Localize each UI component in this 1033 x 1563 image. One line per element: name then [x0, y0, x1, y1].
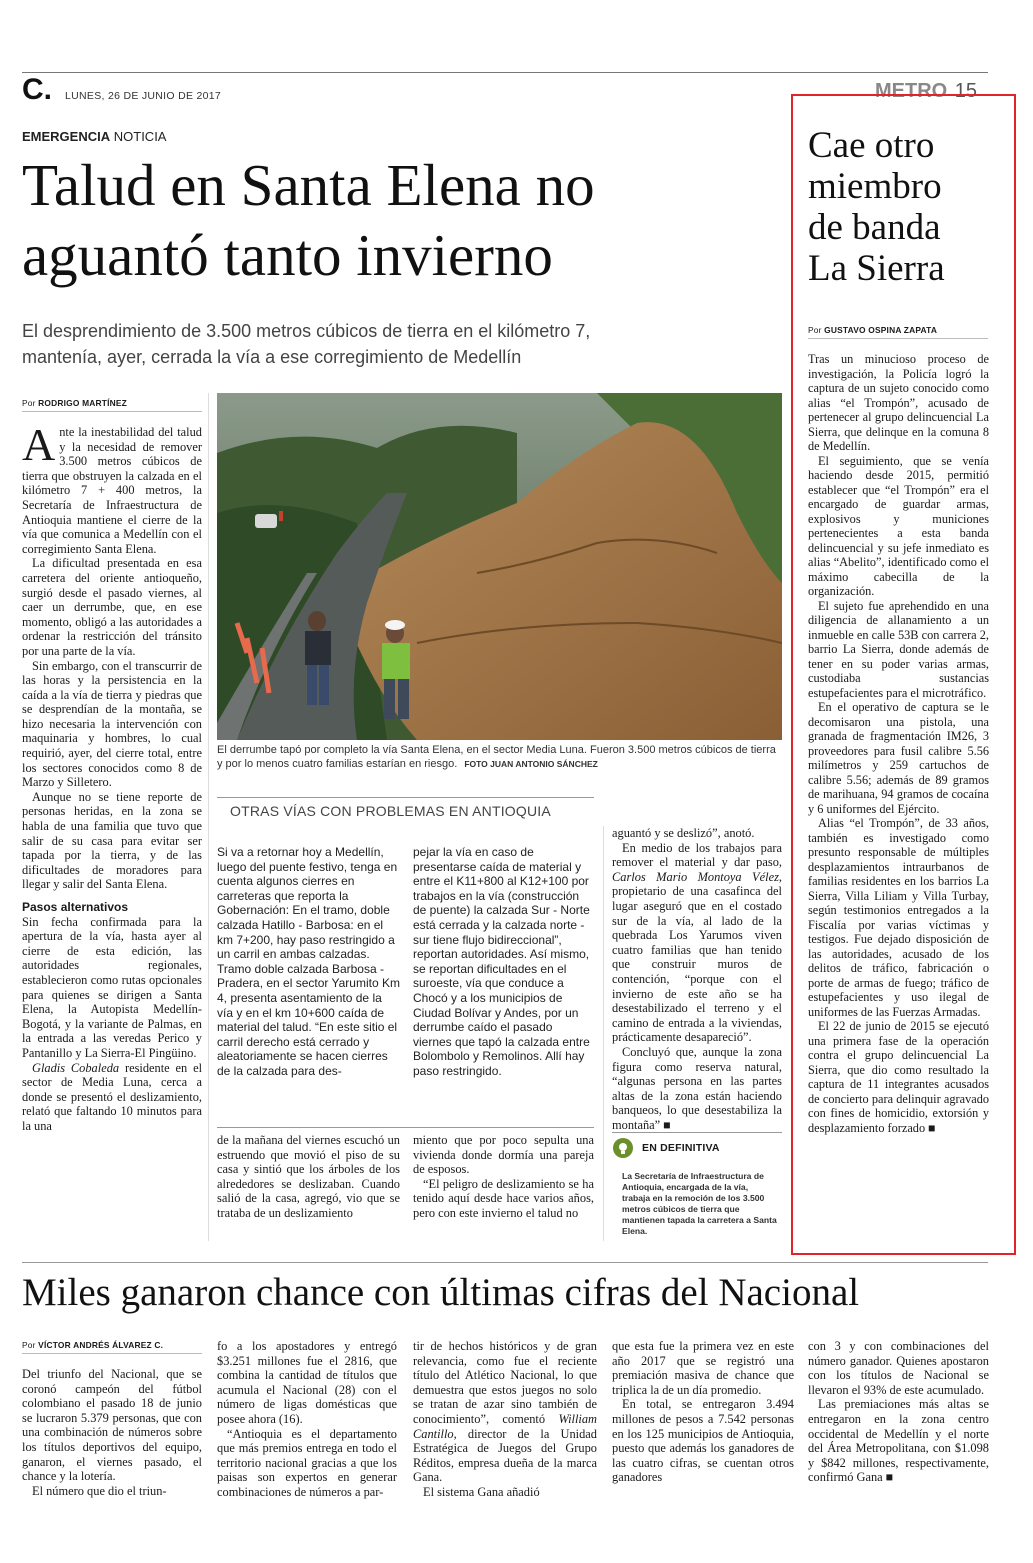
sidebar-p1: Tras un minucioso proceso de investigación, la Policía logró la captura de un sujeto conocido como alias “el Trompón”, acusado de pertenecer al grupo delincuencial La Sierra, que delinque en la comuna 8 de Medellín.	[808, 352, 989, 453]
kicker	[22, 129, 166, 144]
bottom-col4-p2: En total, se entregaron 3.494 millones de pesos a 7.542 personas en los 125 municipios de Antioquia, puesto que además los ganadores de las cuatro cifras, se cuentan otros ganadores	[612, 1397, 794, 1485]
main-headline	[22, 150, 782, 290]
main-deck-line2: mantenía, ayer, cerrada la vía a ese corregimiento de Medellín	[22, 347, 522, 367]
section-name: METRO	[875, 80, 948, 102]
main-deck-line1: El desprendimiento de 3.500 metros cúbicos de tierra en el kilómetro 7,	[22, 321, 591, 341]
main-col2-p1: de la mañana del viernes escuchó un estruendo que movió el piso de su casa y sintió que los árboles de los alrededores se deslizaban. Cuando salió de la casa, agregó, vio que se trataba de un deslizamiento	[217, 1133, 400, 1220]
sidebar-byline-name: GUSTAVO OSPINA ZAPATA	[824, 325, 938, 335]
bottom-column-4	[612, 1339, 794, 1485]
sidebar-p6: El 22 de junio de 2015 se ejecutó una primera fase de la operación contra el grupo delincuencial La Sierra, que dio como resultado la captura de 11 integrantes acusados de concierto para delinquir agravado con fines de homicidio, extorsión y desplazamiento forzado ■	[808, 1019, 989, 1135]
bottom-col4-p1: que esta fue la primera vez en este año 2017 que se registró una premiación masiva de chance que triplica la de un día promedio.	[612, 1339, 794, 1397]
sidebar-byline-por: Por	[808, 325, 822, 335]
sidebar-p4: En el operativo de captura se le decomisaron una pistola, una granada de fragmentación IM26, 3 proveedores para fusil calibre 5.56 milímetros y 259 cartuchos de calibre 5.56; además de 89 gramos de marihuana, 94 gramos de cocaína y 6 uniformes del Ejército.	[808, 700, 989, 816]
main-col3-p1: miento que por poco sepulta una vivienda donde dormía una pareja de esposos.	[413, 1133, 594, 1177]
main-column-4	[612, 826, 782, 1132]
photo-caption: El derrumbe tapó por completo la vía Santa Elena, en el sector Media Luna. Fueron 3.500 metros cúbicos de tierra y por lo menos cuatro familias estarían en riesgo. FOTO JUAN ANTONIO SÁNCHEZ	[217, 744, 776, 770]
issue-date: LUNES, 26 DE JUNIO DE 2017	[65, 90, 222, 102]
main-col3-p2: “El peligro de deslizamiento se ha tenido aquí desde hace varios años, pero con este invierno el talud no	[413, 1176, 594, 1220]
kicker-light: NOTICIA	[113, 129, 167, 144]
bottom-headline: Miles ganaron chance con últimas cifras del Nacional	[22, 1271, 860, 1314]
box-column-2: pejar la vía en caso de presentarse caída de material y entre el K11+800 al K12+100 por trabajos en la vía (construcción de puente) la calzada Sur - Norte está cerrada y la calzada norte - sur tiene flujo bidireccional”, reportan autoridades. Así mismo, se reportan dificultades en el suroeste, vía que conduce a Chocó y a los municipios de Ciudad Bolívar y Andes, por un derrumbe caído el pasado viernes que tapó la calzada entre Bolombolo y Remolinos. Allí hay paso restringido.	[413, 845, 590, 1078]
sidebar-headline	[808, 125, 1003, 289]
main-col1-p1: Ante la inestabilidad del talud y la necesidad de remover 3.500 metros cúbicos de tierra que obstruyen la calzada en el kilómetro 7 + 400 metros, la Secretaría de Infraestructura de Antioquia mantiene el cierre de la vía que comunica a Medellín con el corregimiento Santa Elena.	[22, 425, 202, 556]
bottom-column-2	[217, 1339, 397, 1500]
sidebar-byline	[808, 325, 988, 339]
main-byline	[22, 398, 202, 412]
main-col4-p2: En medio de los trabajos para remover el material y dar paso, Carlos Mario Montoya Vélez, propietario de una casafinca del lugar aseguró que en el costado sur de la vía, al lado de la quebrada Los Yarumos viven cuatro familias que han tenido que construir muros de contención, “porque con el invierno de este año se ha desestabilizado el terreno y el camino de entrada a la viviendas, prácticamente desapareció”.	[612, 840, 782, 1045]
lightbulb-icon	[612, 1137, 634, 1159]
bottom-column-5	[808, 1339, 989, 1485]
sidebar-headline-line3: de banda	[808, 207, 941, 248]
bottom-col5-p2: Las premiaciones más altas se entregaron en la zona centro occidental de Medellín y el norte del Área Metropolitana, con $1.098 y $842 millones, respectivamente, confirmó Gana ■	[808, 1397, 989, 1485]
main-col1-p5: Sin fecha confirmada para la apertura de la vía, hasta ayer al cierre de esta edición, las autoridades regionales, establecieron como rutas opcionales para quienes se dirigen a Santa Elena, la Autopista Medellín-Bogotá, y la variante de Palmas, en la entrada a las veredas Perico y Pantanillo y La Sierra-El Pingüino.	[22, 914, 202, 1060]
bottom-col2-p1: fo a los apostadores y entregó $3.251 millones fue el 2816, que combina la cantidad de títulos que acumula el Nacional (28) con el número de ligas domésticas que posee ahora (16).	[217, 1339, 397, 1426]
bottom-byline-name: VÍCTOR ANDRÉS ÁLVAREZ C.	[38, 1340, 164, 1350]
byline-por: Por	[22, 398, 36, 408]
subhead-pasos: Pasos alternativos	[22, 900, 129, 914]
en-definitiva-box	[612, 1132, 782, 1237]
bottom-col3-p2: El sistema Gana añadió	[423, 1484, 540, 1499]
main-column-2-bottom	[217, 1133, 400, 1221]
box-title: OTRAS VÍAS CON PROBLEMAS EN ANTIOQUIA	[230, 803, 551, 819]
sidebar-headline-line4: La Sierra	[808, 248, 945, 289]
bottom-col3-p1: tir de hechos históricos y de gran relevancia, como fue el reciente título del Atlético Nacional, lo que demuestra que estos juegos no solo se tratan de azar sino también de conocimiento”, comentó William Cantillo, director de la Unidad Estratégica de Juegos del Grupo Réditos, empresa dueña de la marca Gana.	[413, 1339, 597, 1485]
en-definitiva-title: EN DEFINITIVA	[642, 1142, 720, 1154]
bottom-byline-por: Por	[22, 1340, 36, 1350]
main-col4-p1: aguantó y se deslizó”, anotó.	[612, 826, 755, 840]
bottom-column-3	[413, 1339, 597, 1500]
sidebar-p2: El seguimiento, que se venía haciendo desde 2015, permitió establecer que “el Trompón” era el encargado de guardar armas, explosivos y municiones pertenecientes a esta banda delincuencial y su jefe inmediato es alias “Abelito”, identificado como el máximo cabecilla de la organización.	[808, 453, 989, 598]
main-column-3-bottom	[413, 1133, 594, 1221]
main-col1-p3: Sin embargo, con el transcurrir de las horas y la persistencia en la caída a la vía de tierra y piedras que se desprendían de la montaña, se hizo necesaria la intervención con maquinaria y hombres, lo cual requirió, ayer, del cierre total, entre los sectores conocidos como 8 de Marzo y Silletero.	[22, 658, 202, 790]
main-headline-line1: Talud en Santa Elena no	[22, 152, 595, 218]
box-column-1: Si va a retornar hoy a Medellín, luego del puente festivo, tenga en cuenta algunos cierres en carreteras que reporta la Gobernación: En el tramo, doble calzada Hatillo - Barbosa: en el km 7+200, hay paso restringido a un carril en ambas calzadas. Tramo doble calzada Barbosa - Pradera, en el sector Yarumito Km 4, presenta asentamiento de la vía y en el km 10+600 caída de material del talud. “En este sitio el carril derecho está cerrado y aleatoriamente se hacen cierres de la calzada para des-	[217, 845, 400, 1078]
main-col1-p6: Gladis Cobaleda residente en el sector de Media Luna, cerca a donde se presentó el deslizamiento, relató que faltando 10 minutos para la una	[22, 1060, 202, 1133]
main-col1-p2: La dificultad presentada en esa carretera del oriente antioqueño, surgió desde el pasado viernes, al caer un derrumbe, que, en ese momento, obligó a las autoridades a ordenar la restricción del tránsito por una parte de la vía.	[22, 556, 202, 658]
landslide-photo-illustration	[217, 393, 782, 740]
bottom-col5-p1: con 3 y con combinaciones del número ganador. Quienes apostaron con los títulos de Nacional se llevaron el 93% de este acumulado.	[808, 1339, 989, 1397]
main-col4-p3: Concluyó que, aunque la zona figura como reserva natural, “algunas persona en las partes altas de la zona están haciendo banqueos, lo que desestabiliza la montaña” ■	[612, 1044, 782, 1132]
main-deck	[22, 318, 782, 370]
main-headline-line2: aguantó tanto invierno	[22, 222, 553, 288]
sidebar-column	[808, 352, 989, 1135]
bottom-column-1	[22, 1367, 202, 1498]
logo: C.	[22, 73, 52, 106]
landslide-photo	[217, 393, 782, 740]
sidebar-headline-line2: miembro	[808, 166, 942, 207]
en-definitiva-text: La Secretaría de Infraestructura de Antioquia, encargada de la vía, trabaja en la remoción de los 3.500 metros cúbicos de tierra que mantienen tapada la carretera a Santa Elena.	[622, 1171, 777, 1236]
main-column-1	[22, 425, 202, 1241]
bottom-col1-p2: El número que dio el triun-	[32, 1483, 167, 1498]
sidebar-p3: El sujeto fue aprehendido en una diligencia de allanamiento a un inmueble en calle 53B con carrera 2, barrio La Sierra, donde además de tener en su poder varias armas, custodiaba sustancias estupefacientes para el microtráfico.	[808, 598, 989, 700]
dropcap: A	[22, 425, 56, 470]
sidebar-p5: Alias “el Trompón”, de 33 años, también es investigado como presunto responsable de múltiples desplazamientos intraurbanos de familias residentes en los barrios La Sierra, Villa Liliam y Villa Turbay, según testimonios entregados a la Fiscalía por varias víctimas y testigos. Fue dejado disposición de las autoridades, acusado de los delitos de tráfico, fabricación o porte de armas de fuego; tráfico de estupefacientes y uso ilegal de uniformes de las Fuerzas Armadas.	[808, 816, 989, 1019]
main-col1-p4: Aunque no se tiene reporte de personas heridas, en la zona se habla de una familia que tuvo que salir de su casa para evitar ser tapada por la tierra, y de las dificultades de moradores para llegar y salir del Santa Elena.	[22, 789, 202, 892]
byline-name: RODRIGO MARTÍNEZ	[38, 398, 127, 408]
bottom-byline	[22, 1340, 202, 1354]
kicker-bold: EMERGENCIA	[22, 129, 111, 144]
photo-credit: FOTO JUAN ANTONIO SÁNCHEZ	[464, 758, 598, 769]
page-number: 15	[954, 80, 978, 102]
bottom-col2-p2: “Antioquia es el departamento que más premios entrega en todo el territorio nacional gracias a que los paisas son expertos en generar combinaciones de números a par-	[217, 1426, 397, 1499]
sidebar-headline-line1: Cae otro	[808, 125, 935, 166]
bottom-col1-p1: Del triunfo del Nacional, que se coronó campeón del fútbol colombiano el pasado 18 de junio se lucraron 5.379 personas, que con una combinación de números sobre los títulos deportivos del equipo, ganaron, el viernes pasado, el chance y la lotería.	[22, 1367, 202, 1484]
